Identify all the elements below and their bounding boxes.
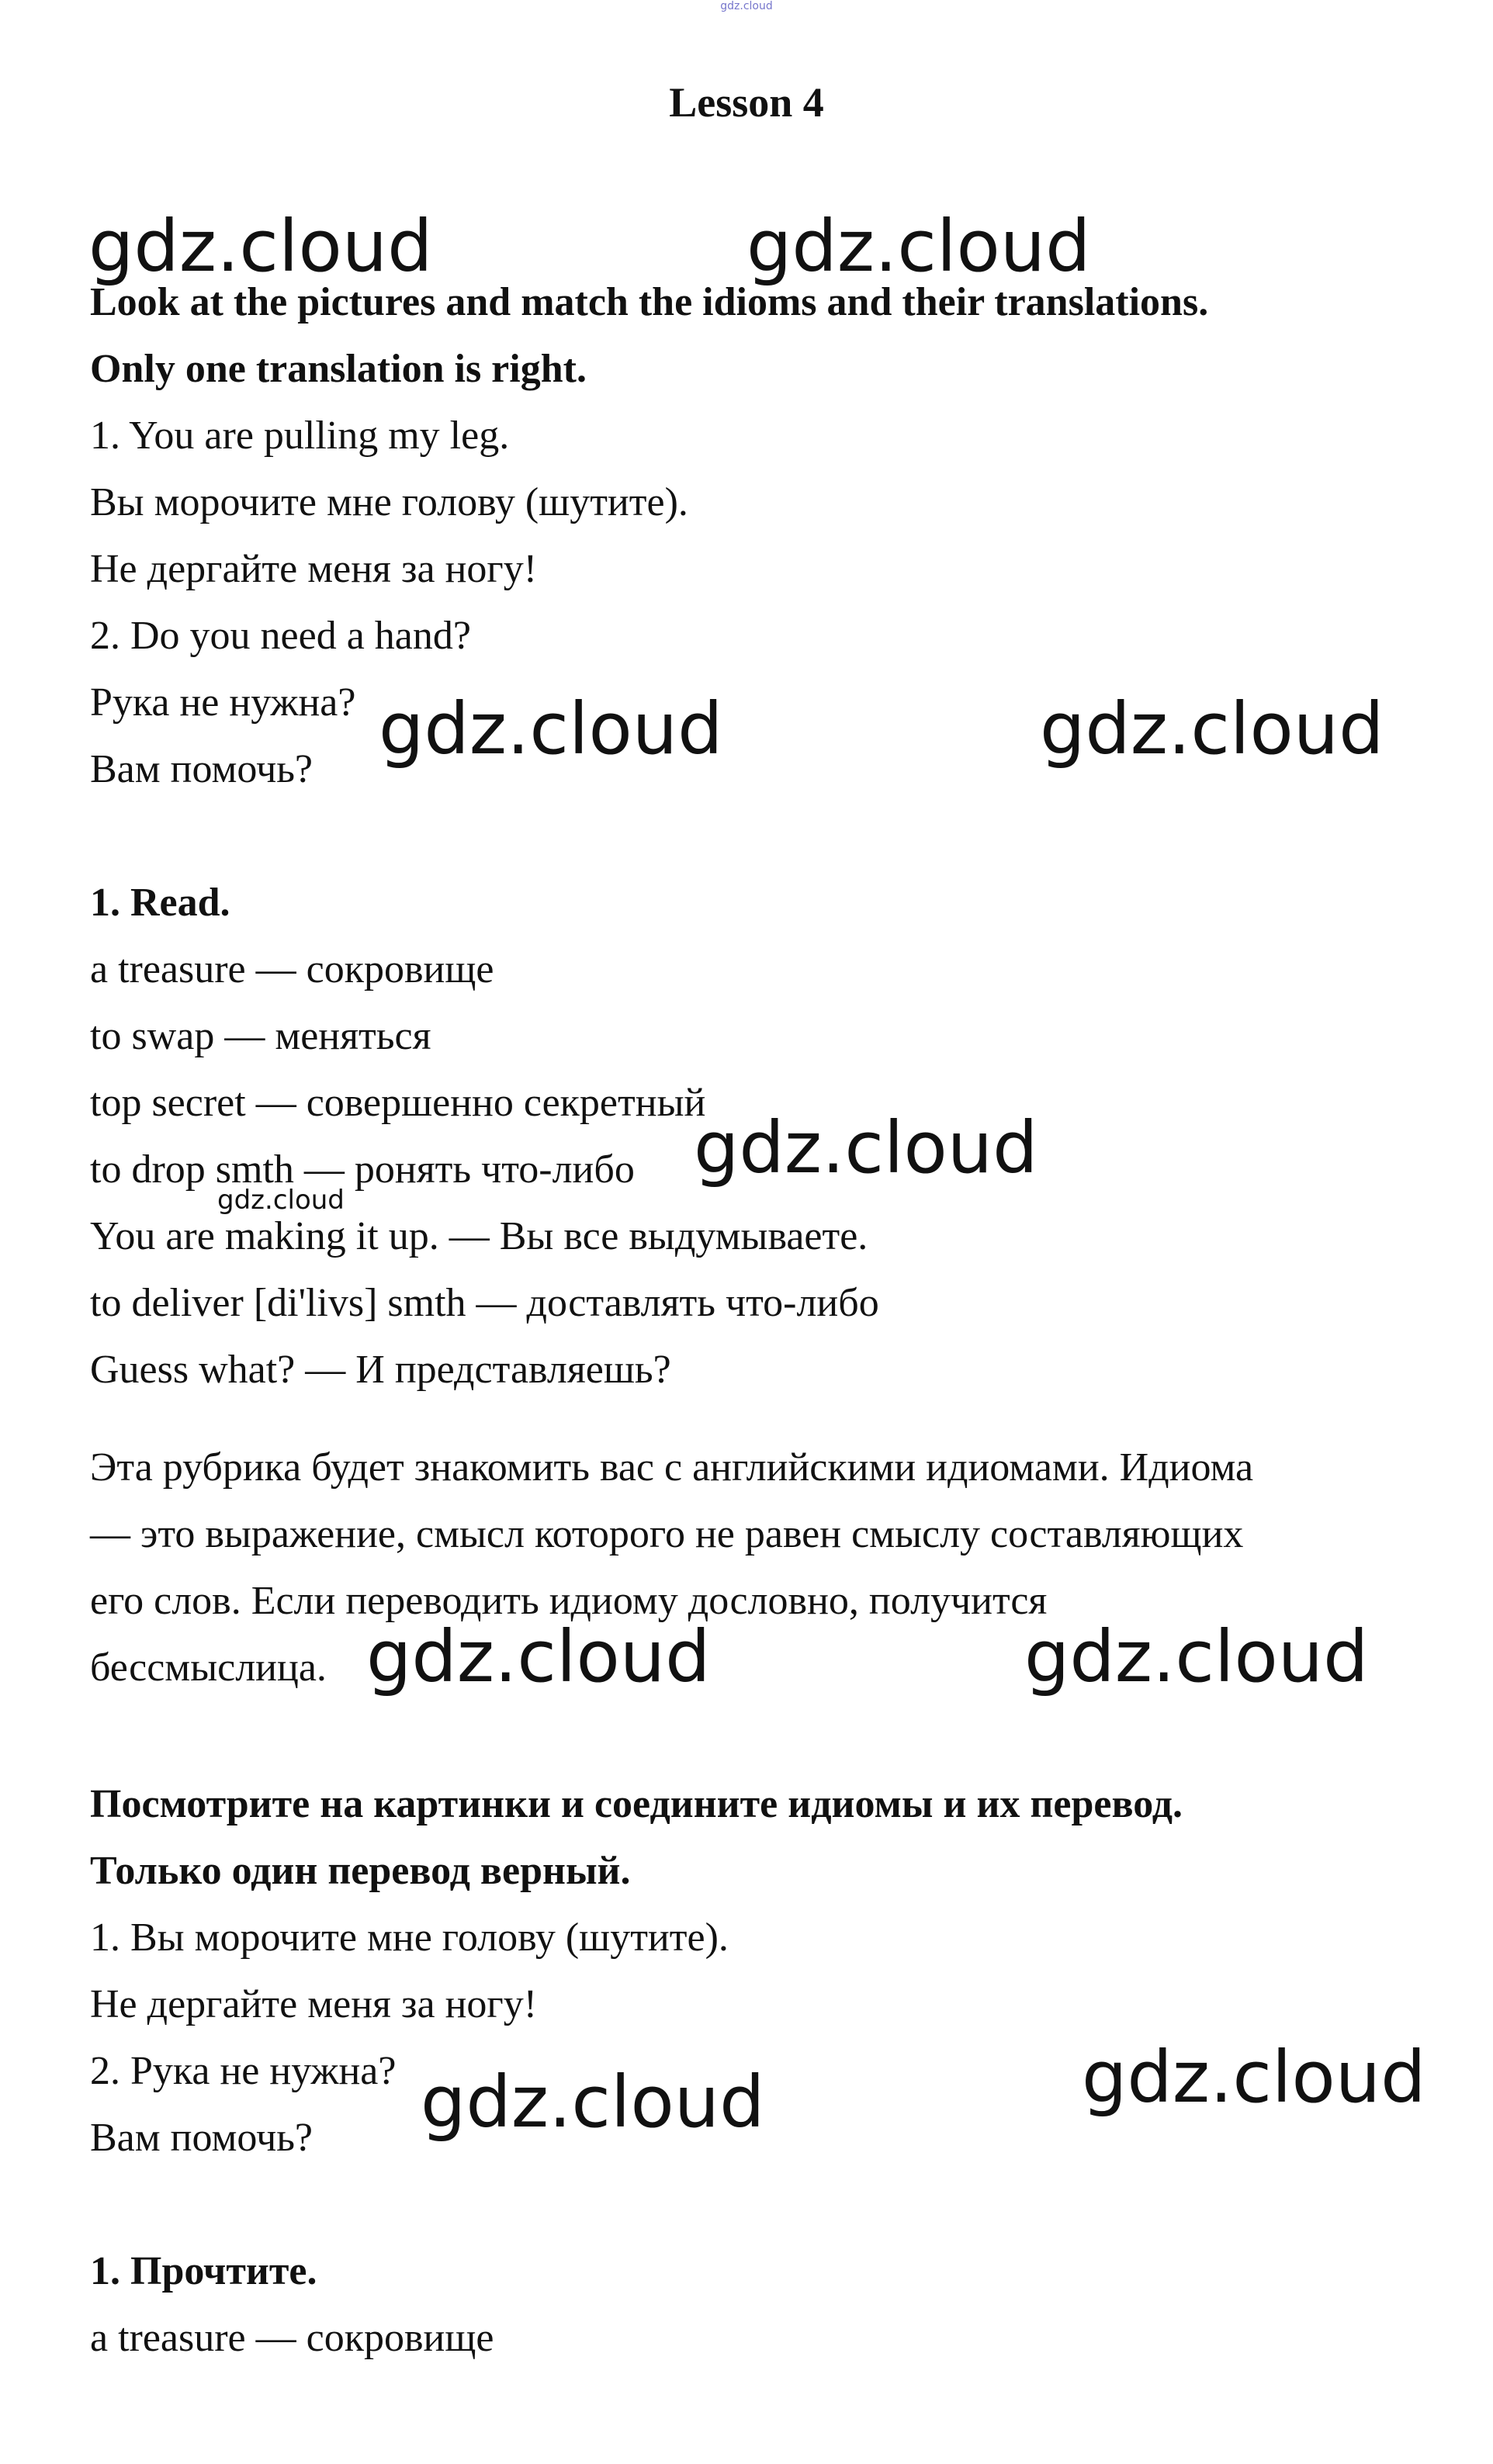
- vocab-line: Guess what? — И представляешь?: [90, 1348, 671, 1392]
- note-line: бессмыслица.: [90, 1646, 327, 1690]
- top-watermark: gdz.cloud: [720, 0, 773, 12]
- vocab-line: to deliver [di'livs] smth — доставлять что-либо: [90, 1281, 879, 1325]
- ru-vocab-line: a treasure — сокровище: [90, 2316, 494, 2360]
- watermark: gdz.cloud: [379, 687, 723, 770]
- task-instruction-line-2: Only one translation is right.: [90, 347, 587, 391]
- idiom-line: 2. Do you need a hand?: [90, 614, 471, 658]
- watermark: gdz.cloud: [88, 205, 433, 288]
- idiom-line: Вам помочь?: [90, 747, 313, 791]
- ru-task-instruction-line-1: Посмотрите на картинки и соедините идиомы и их перевод.: [90, 1782, 1183, 1826]
- watermark: gdz.cloud: [694, 1106, 1038, 1189]
- watermark: gdz.cloud: [421, 2061, 765, 2144]
- vocab-line: to swap — меняться: [90, 1014, 431, 1058]
- ru-idiom-line: Не дергайте меня за ногу!: [90, 1982, 538, 2026]
- watermark: gdz.cloud: [1082, 2036, 1426, 2119]
- idiom-line: 1. You are pulling my leg.: [90, 414, 510, 458]
- note-line: — это выражение, смысл которого не равен смыслу составляющих: [90, 1512, 1244, 1556]
- watermark: gdz.cloud: [1040, 687, 1384, 770]
- watermark: gdz.cloud: [746, 205, 1091, 288]
- vocab-line: top secret — совершенно секретный: [90, 1081, 706, 1125]
- idiom-line: Не дергайте меня за ногу!: [90, 547, 538, 591]
- idiom-line: Вы морочите мне голову (шутите).: [90, 480, 688, 524]
- read-heading: 1. Read.: [90, 881, 230, 925]
- lesson-title: Lesson 4: [669, 79, 824, 126]
- watermark: gdz.cloud: [366, 1615, 711, 1698]
- ru-idiom-line: 1. Вы морочите мне голову (шутите).: [90, 1915, 729, 1960]
- watermark-small: gdz.cloud: [217, 1185, 345, 1216]
- idiom-line: Рука не нужна?: [90, 680, 356, 725]
- ru-read-heading: 1. Прочтите.: [90, 2249, 317, 2293]
- vocab-line: to drop smth — ронять что-либо: [90, 1147, 635, 1192]
- vocab-line: You are making it up. — Вы все выдумываете.: [90, 1214, 868, 1258]
- task-instruction-line-1: Look at the pictures and match the idioms and their translations.: [90, 280, 1209, 324]
- note-line: Эта рубрика будет знакомить вас с английскими идиомами. Идиома: [90, 1445, 1254, 1490]
- ru-task-instruction-line-2: Только один перевод верный.: [90, 1849, 631, 1893]
- watermark: gdz.cloud: [1024, 1615, 1369, 1698]
- note-line: его слов. Если переводить идиому дословно, получится: [90, 1579, 1048, 1623]
- vocab-line: a treasure — сокровище: [90, 947, 494, 991]
- ru-idiom-line: 2. Рука не нужна?: [90, 2049, 397, 2093]
- ru-idiom-line: Вам помочь?: [90, 2116, 313, 2160]
